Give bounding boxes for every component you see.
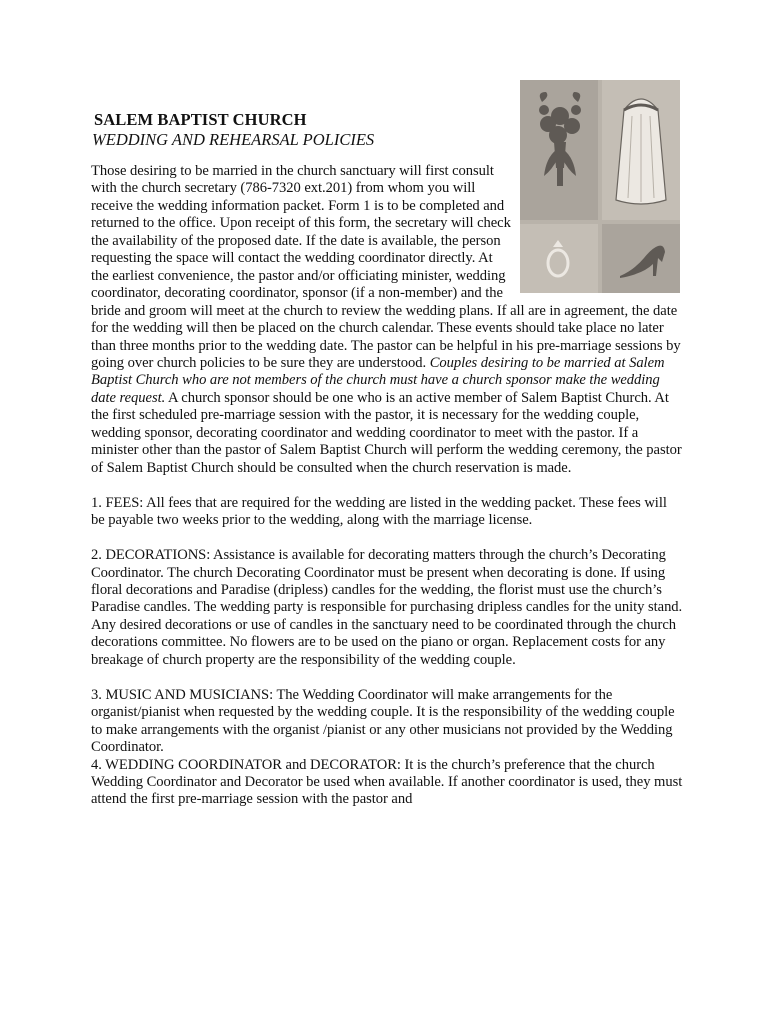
intro-text-continued: A church sponsor should be one who is an active member of Salem Baptist Church. At the first scheduled pre-marriage session with the pastor, it is necessary for the wedding couple, wedding sponsor, decorating coordinator and wedding coordinator to meet with the pastor. If a minister other than the pastor of Salem Baptist Church will perform the wedding ceremony, the pastor of Salem Baptist Church should be consulted when the church reservation is made. — [91, 389, 682, 476]
music-section: 3. MUSIC AND MUSICIANS: The Wedding Coordinator will make arrangements for the organist/pianist when requested by the wedding couple. It is the responsibility of the wedding couple to make arrangements with the organist /pianist or any other musicians not provided by the Wedding Coordinator. — [91, 686, 675, 756]
policies-subtitle: WEDDING AND REHEARSAL POLICIES — [92, 130, 375, 149]
decorations-section: 2. DECORATIONS: Assistance is available for decorating matters through the church’s Decorating Coordinator. The church Decorating Coordinator must be present when decorating is done. If using floral decorations and Paradise (dripless) candles for the wedding, the florist must use the church’s Paradise candles. The wedding party is responsible for purchasing dripless candles for the unity stand. Any desired decorations or use of candles in the sanctuary need to be coordinated through the church decorations committee. No flowers are to be used on the piano or organ. Replacement costs for any breakage of church property are the responsibility of the wedding couple. — [91, 547, 683, 668]
fees-section: 1. FEES: All fees that are required for the wedding are listed in the wedding packet. These fees will be payable two weeks prior to the wedding, along with the marriage license. — [91, 494, 667, 529]
document-page — [91, 110, 683, 809]
veil-icon — [616, 99, 666, 204]
coordinator-section: 4. WEDDING COORDINATOR and DECORATOR: It is the church’s preference that the church Wedding Coordinator and Decorator be used when available. If another coordinator is used, they must attend the first pre-marriage session with the pastor and — [91, 756, 683, 808]
intro-text: Those desiring to be married in the church sanctuary will first consult with the church secretary (786-7320 ext.201) from whom you will receive the wedding information packet. Form 1 is to be completed and returned to the office. Upon receipt of this form, the secretary will check the availability of the proposed date. If the date is available, the person requesting the space will contact the wedding coordinator directly. At the earliest convenience, the pastor and/or officiating minister, wedding coordinator, decorating coordinator, sponsor (if a non-member) and the bride and groom will meet at the church to review the wedding plans. If all are in agreement, the date for the wedding will then be placed on the church calendar. These events should take place no later than three months prior to the wedding date. The pastor can be helpful in his pre-marriage sessions by going over church policies to be sure they are understood. — [91, 163, 681, 371]
church-title: SALEM BAPTIST CHURCH — [94, 110, 307, 129]
wedding-illustration-svg — [520, 80, 680, 293]
intro-italic-text: Couples desiring to be married at Salem Baptist Church who are not members of the church must have a church sponsor make the wedding date request. — [91, 354, 665, 406]
wedding-illustration — [520, 80, 680, 293]
